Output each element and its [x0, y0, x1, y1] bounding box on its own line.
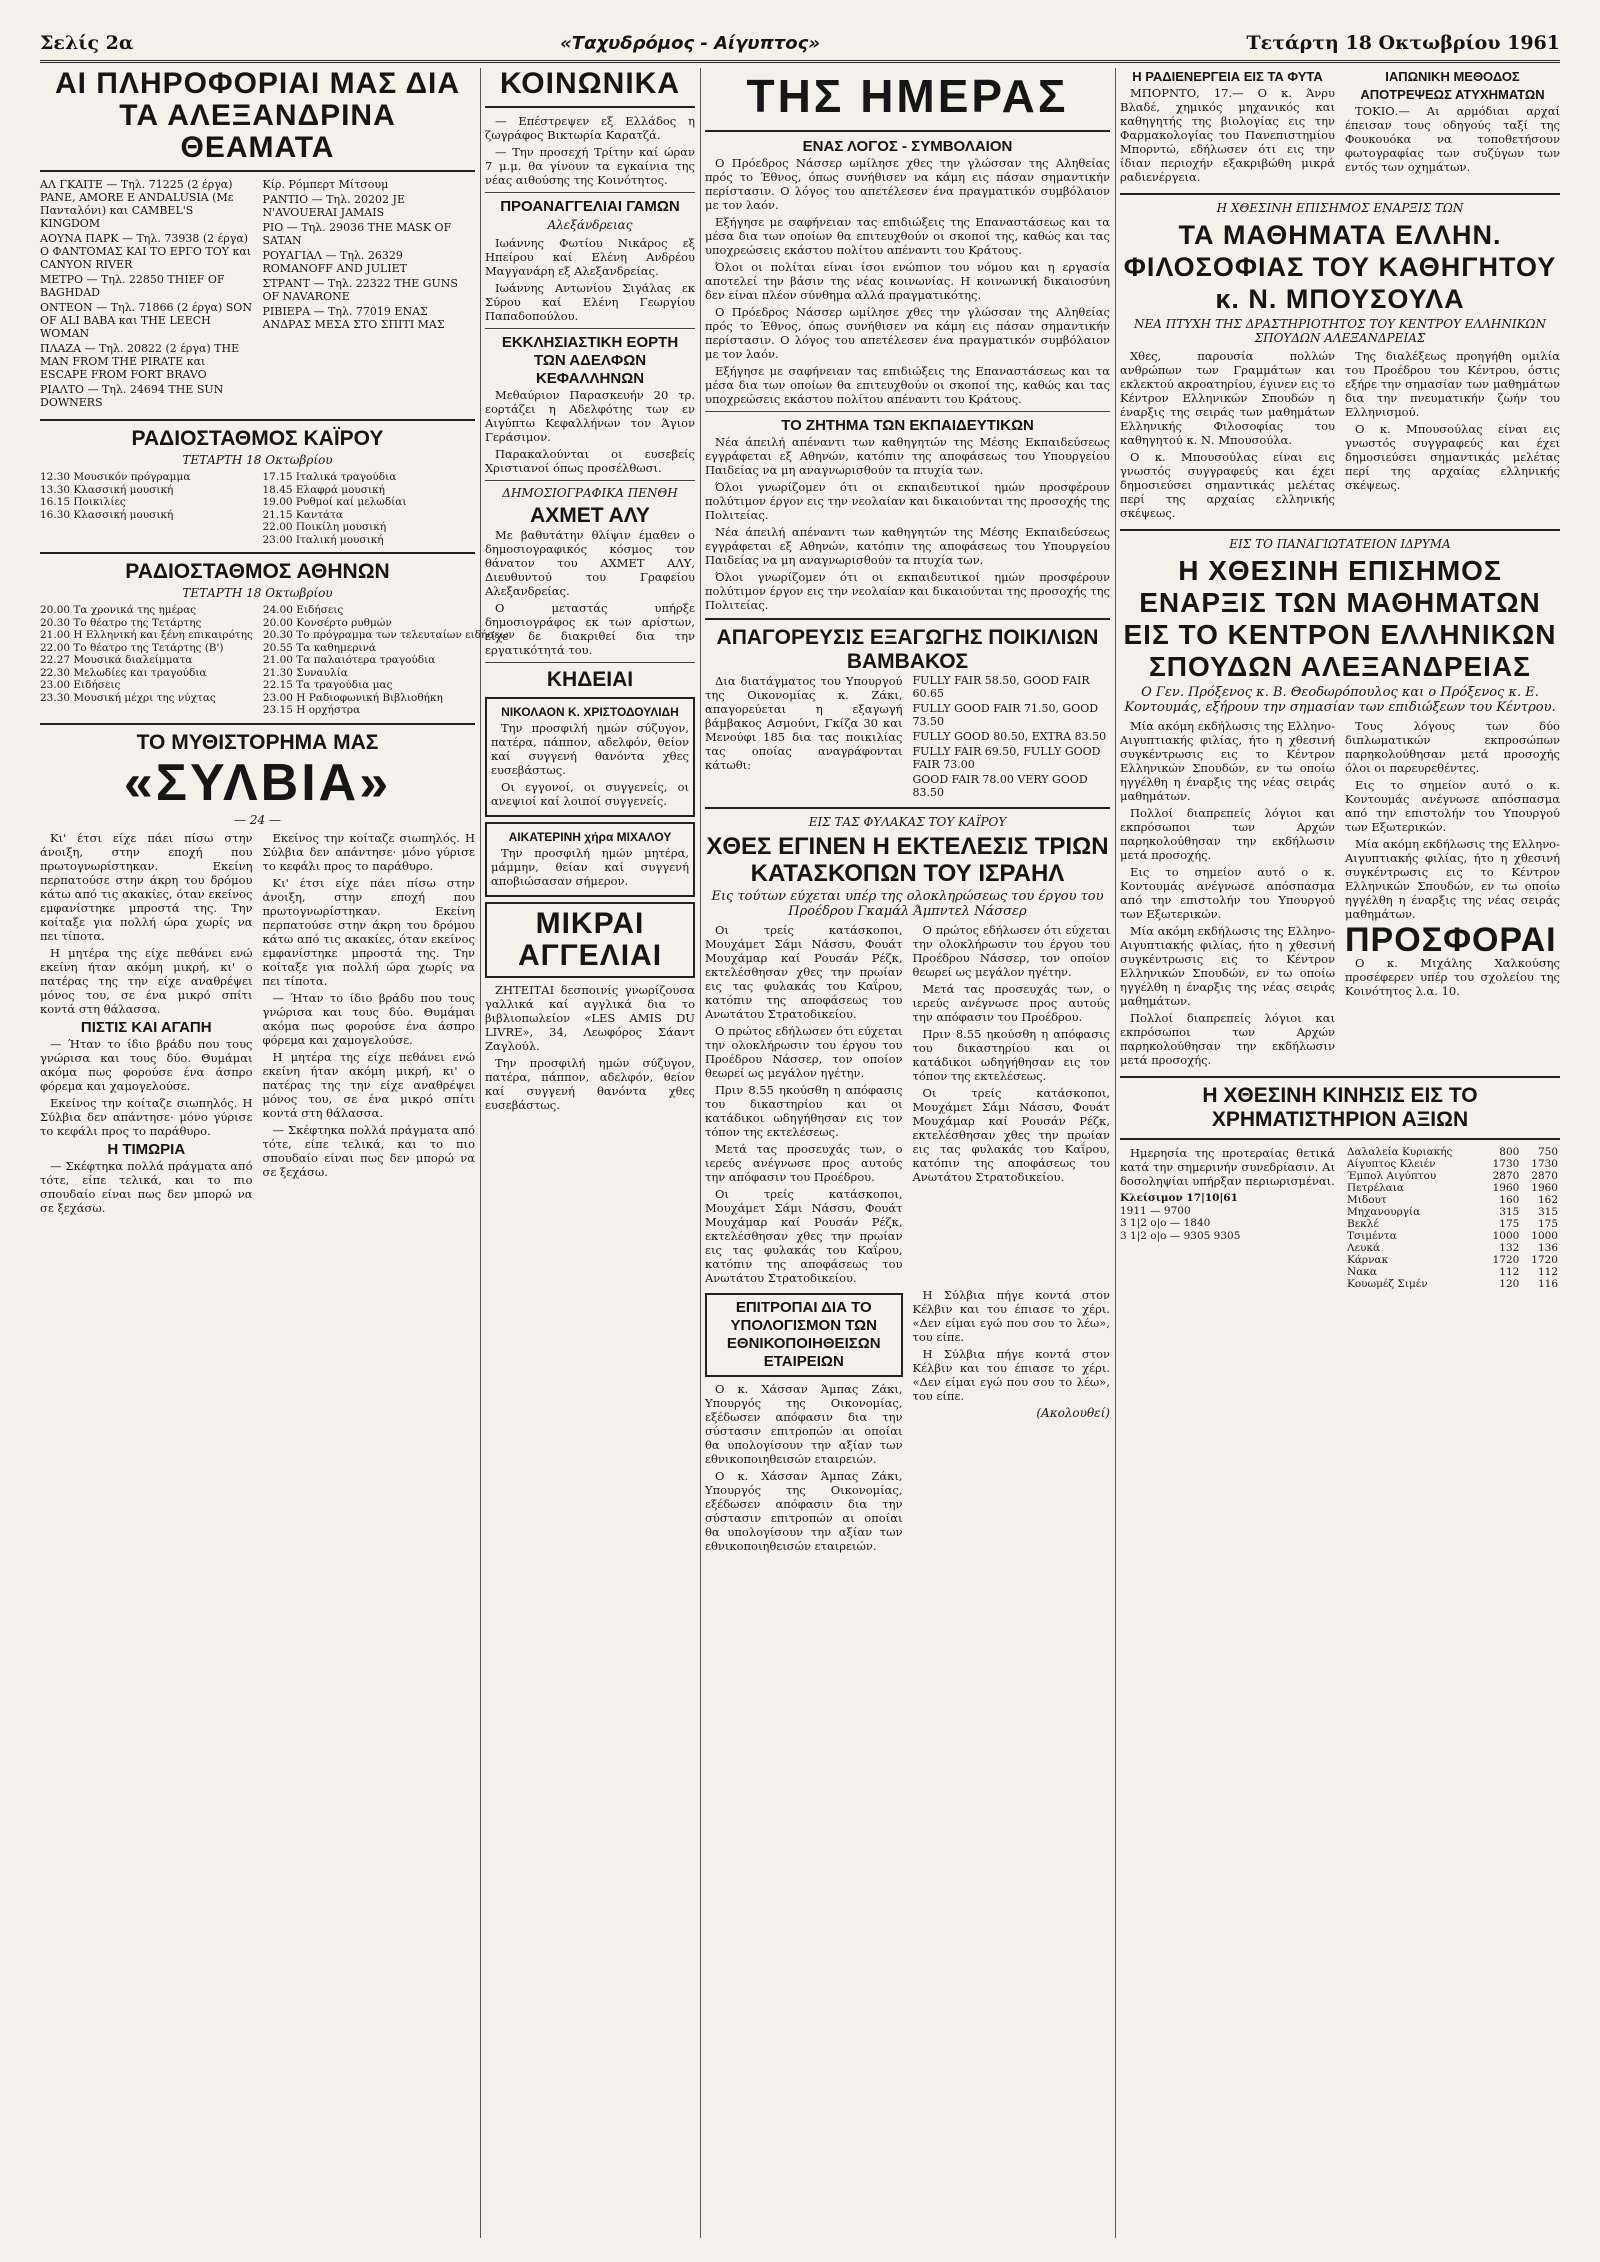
closing-block	[1120, 1192, 1335, 1242]
funeral-text: Την προσφιλή ημών μητέρα, μάμμην, θείαν καί συγγενή αποβιώσασαν σήμερον.	[491, 846, 689, 888]
institute-paragraph: Μία ακόμη εκδήλωσις της Ελληνο-Αιγυπτιακής φιλίας, ήτο η χθεσινή συγκέντρωσις εις το Κέντρον Ελληνικών Σπουδών, εν τω οποίω ηγγέλθη η έναρξις της νέας σειράς μαθημάτων.	[1120, 924, 1335, 1008]
novel-paragraph: Η μητέρα της είχε πεθάνει ενώ εκείνη ήταν ακόμη μικρή, κι' ο πατέρας της την είχε αναθρέψει μόνος του, σε ένα μικρό σπίτι κοντά στη θάλασσα.	[40, 945, 253, 1016]
stock-price: 1720	[1531, 1254, 1558, 1266]
stock-price: 1960	[1531, 1182, 1558, 1194]
execution-headline: ΧΘΕΣ ΕΓΙΝΕΝ Η ΕΚΤΕΛΕΣΙΣ ΤΡΙΩΝ ΚΑΤΑΣΚΟΠΩΝ ΤΟΥ ΙΣΡΑΗΛ	[706, 833, 1109, 887]
stock-price: 112	[1537, 1266, 1558, 1278]
divider	[40, 552, 475, 554]
stock-name: Μιδουτ	[1347, 1194, 1387, 1206]
institute-paragraph: Εις το σημείον αυτό ο κ. Κοντουμάς ανέγνωσε απόσπασμα από την επιστολήν του Υπουργού των Εξωτερικών.	[1120, 865, 1335, 921]
stock-price: 315	[1537, 1206, 1558, 1218]
editorial-paragraph: Όλοι οι πολίται είναι ίσοι ενώπιον του νόμου και η εργασία αποτελεί την βάσιν της νέας κοινωνίας. Η κοινωνική δικαιοσύνη δεν είναι πλέον σύνθημα αλλά πραγματικότης.	[705, 260, 1110, 302]
lower-articles	[705, 1288, 1110, 1556]
stock-name: Κουωμέζ Σιμέν	[1347, 1278, 1428, 1290]
novel-paragraph: — Σκέφτηκα πολλά πράγματα από τότε, είπε τελικά, και το πιο σπουδαίο είναι πως δεν μπορώ να σε ξεχάσω.	[40, 1158, 253, 1215]
divider	[485, 106, 695, 108]
stock-row	[1345, 1194, 1560, 1206]
offers-text: Ο κ. Μιχάλης Χαλκούσης προσέφερεν υπέρ του σχολείου της Κοινότητος λ.α. 10.	[1345, 956, 1560, 998]
editorial-paragraph: Εξήγησε με σαφήνειαν τας επιδιώξεις της Επαναστάσεως και τα μέσα δια των οποίων θα επιτευχθούν οι σκοποί της, καθώς και τας υποχρεώσεις εκάστου πολίτου απέναντι του Κράτους.	[705, 364, 1110, 406]
schedule-item: 22.00 Το θέατρο της Τετάρτης (Β')	[40, 641, 224, 654]
cinema-entry: ΡΙΟ — Τηλ. 29036 THE MASK OF SATAN	[262, 221, 452, 247]
novel-body	[40, 831, 475, 1218]
stock-price: 1000	[1492, 1230, 1520, 1242]
cinema-entry: ΟΝΤΕΟΝ — Τηλ. 71866 (2 έργα) SON OF ALI BABA και THE LEECH WOMAN	[40, 301, 252, 340]
schedule-item: 12.30 Μουσικόν πρόγραμμα	[40, 471, 191, 483]
short-news	[1120, 68, 1560, 187]
schedule-item: 22.00 Ποικίλη μουσική	[262, 521, 387, 533]
novel-paragraph: Εκείνος την κοίταζε σιωπηλός. Η Σύλβια δεν απάντησε· μόνο γύρισε το κεφάλι προς το παράθυρο.	[40, 1095, 253, 1138]
cotton-grade-row: GOOD FAIR 78.00 VERY GOOD 83.50	[912, 773, 1088, 799]
schedule-item: 21.00 Τα παλαιότερα τραγούδια	[262, 654, 436, 666]
church-feast-title: ΕΚΚΛΗΣΙΑΣΤΙΚΗ ΕΟΡΤΗ ΤΩΝ ΑΔΕΛΦΩΝ ΚΕΦΑΛΛΗΝΩΝ	[501, 334, 679, 387]
radio-athens-schedule	[40, 604, 515, 717]
stocks-table	[1345, 1146, 1560, 1290]
schedule-item: 23.00 Η Ραδιοφωνική Βιβλιοθήκη	[262, 691, 443, 704]
novel-paragraph: Η μητέρα της είχε πεθάνει ενώ εκείνη ήταν ακόμη μικρή, κι' ο πατέρας της την είχε αναθρέψει μόνος του, σε ένα μικρό σπίτι κοντά στη θάλασσα.	[262, 1049, 475, 1120]
institute-kicker: ΕΙΣ ΤΟ ΠΑΝΑΓΙΩΤΑΤΕΙΟΝ ΙΔΡΥΜΑ	[1229, 537, 1451, 551]
schedule-item: 16.15 Ποικιλίες	[40, 496, 126, 508]
stock-price: 120	[1499, 1278, 1520, 1290]
novel-paragraph: Εκείνος την κοίταζε σιωπηλός. Η Σύλβια δεν απάντησε· μόνο γύρισε το κεφάλι προς το παράθυρο.	[262, 830, 475, 873]
committee-box	[705, 1293, 903, 1377]
institute-paragraph: Τους λόγους των δύο διπλωματικών εκπροσώπων παρηκολούθησαν μετά προσοχής όλοι οι παρευρεθέντες.	[1345, 719, 1560, 775]
closing-row: 3 1|2 ο|ο — 1840	[1120, 1217, 1211, 1229]
stock-price: 160	[1499, 1194, 1520, 1206]
editorial-paragraph: Νέα άπειλή απέναντι των καθηγητών της Μέσης Εκπαιδεύσεως εγγράφεται εξ Αθηνών, κατόπιν της αποφάσεως του Υπουργείου Παιδείας να μη αναγνωρισθούν τα πτυχία των.	[705, 435, 1110, 477]
stock-row	[1345, 1242, 1560, 1254]
today-headline: ΤΗΣ ΗΜΕΡΑΣ	[746, 70, 1069, 122]
novel-continuation: Η Σύλβια πήγε κοντά στον Κέλβιν και του έπιασε το χέρι. «Δεν είμαι εγώ που σου το λέω», του είπε.	[912, 1347, 1110, 1403]
stock-name: Κάρνακ	[1347, 1254, 1389, 1266]
execution-paragraph: Ο πρώτος εδήλωσεν ότι εύχεται την ολοκλήρωσιν του έργου του Προέδρου Νάσσερ, τον οποίον θεωρεί ως μεγάλον ηγέτην.	[912, 923, 1110, 979]
stock-row	[1345, 1182, 1560, 1194]
obituary-text: Ο μεταστάς υπήρξε δημοσιογράφος εκ των αρίστων, είχε δε διακριθεί δια την εργατικότητά του.	[485, 601, 695, 657]
radio-athens-date: ΤΕΤΑΡΤΗ 18 Οκτωβρίου	[182, 586, 333, 600]
church-text: Παρακαλούνται οι ευσεβείς Χριστιανοί όπως προσέλθωσι.	[485, 447, 695, 475]
novel-continuation: Η Σύλβια πήγε κοντά στον Κέλβιν και του έπιασε το χέρι. «Δεν είμαι εγώ που σου το λέω», του είπε.	[912, 1288, 1110, 1344]
stock-price: 750	[1537, 1146, 1558, 1158]
funeral-notice	[485, 697, 695, 817]
execution-paragraph: Ο πρώτος εδήλωσεν ότι εύχεται την ολοκλήρωσιν του έργου του Προέδρου Νάσσερ, τον οποίον θεωρεί ως μεγάλον ηγέτην.	[705, 1024, 903, 1080]
stock-name: Νακα	[1347, 1266, 1377, 1278]
editorial-paragraph: Ο Πρόεδρος Νάσσερ ωμίλησε χθες την γλώσσαν της Αληθείας πρός το Έθνος, όπως συνήθισεν να κάμη εις πάσαν σημαντικήν περίστασιν. Ο λόγος του απετέλεσεν ένα πραγματικόν συμβόλαιον με τον λαόν.	[705, 305, 1110, 361]
stock-name: Λευκά	[1347, 1242, 1381, 1254]
schedule-item: 23.15 Η ορχήστρα	[262, 704, 361, 716]
newspaper-name: «Ταχυδρόμος - Αίγυπτος»	[560, 32, 820, 54]
schedule-item: 22.15 Τα τραγούδια μας	[262, 679, 393, 691]
stock-paragraph: Ημερησία της προτεραίας θετικά κατά την σημερινήν συνεδρίασιν. Αι δοσοληψίαι υπήρξαν περιωρισμέναι.	[1120, 1146, 1335, 1188]
divider	[40, 723, 475, 725]
engagement-item: Ιωάννης Αντωνίου Σιγάλας εκ Σύρου καί Ελένη Γεωργίου Παπαδοπούλου.	[485, 281, 695, 323]
institute-article	[1120, 719, 1560, 1070]
stock-price: 1730	[1531, 1158, 1558, 1170]
stock-name: Μηχανουργία	[1347, 1206, 1421, 1218]
stock-name: Δαλαλεία Κυριακής	[1347, 1146, 1453, 1158]
stock-name: Πετρέλαια	[1347, 1182, 1404, 1194]
divider	[705, 130, 1110, 132]
schedule-item: 23.00 Ειδήσεις	[40, 679, 121, 691]
institute-paragraph: Μία ακόμη εκδήλωσις της Ελληνο-Αιγυπτιακής φιλίας, ήτο η χθεσινή συγκέντρωσις εις το Κέντρον Ελληνικών Σπουδών, εν τω οποίω ηγγέλθη η έναρξις της νέας σειράς μαθημάτων.	[1345, 837, 1560, 921]
engagements-title: ΠΡΟΑΝΑΓΓΕΛΙΑΙ ΓΑΜΩΝ	[500, 198, 680, 215]
schedule-item: 16.30 Κλασσική μουσική	[40, 508, 174, 521]
stock-row	[1345, 1218, 1560, 1230]
execution-paragraph: Οι τρείς κατάσκοποι, Μουχάμετ Σάμι Νάσσυ, Φουάτ Μουχάμαρ καί Ρουσάν Ρέζκ, εκτελέσθησαν χθες την πρωίαν εις τας φυλακάς του Καΐρου, κατόπιν της αποφάσεως του Ανωτάτου Στρατοδικείου.	[912, 1086, 1110, 1184]
cinema-entry: ΡΑΝΤΙΟ — Τηλ. 20202 JE N'AVOUERAI JAMAIS	[262, 193, 405, 219]
schedule-item: 24.00 Ειδήσεις	[262, 604, 344, 616]
schedule-item: 22.30 Μελωδίες και τραγούδια	[40, 666, 207, 679]
cinema-entry: ΠΛΑΖΑ — Τηλ. 20822 (2 έργα) THE MAN FROM THE PIRATE και ESCAPE FROM FORT BRAVO	[40, 342, 240, 381]
stock-name: Τσιμέντα	[1347, 1230, 1397, 1242]
schedule-item: 22.27 Μουσικά διαλείμματα	[40, 654, 193, 666]
stock-row	[1345, 1170, 1560, 1182]
radio-cairo-schedule	[40, 471, 475, 546]
editorial-paragraph: Νέα άπειλή απέναντι των καθηγητών της Μέσης Εκπαιδεύσεως εγγράφεται εξ Αθηνών, κατόπιν της αποφάσεως του Υπουργείου Παιδείας να μη αναγνωρισθούν τα πτυχία των.	[705, 525, 1110, 567]
classified-ad: ΖΗΤΕΙΤΑΙ δεσποινίς γνωρίζουσα γαλλικά καί αγγλικά δια το βιβλιοπωλείον «LES AMIS DU LIVRE», 34, Λεωφόρος Σάαντ Ζαγλούλ.	[485, 983, 695, 1053]
masthead	[40, 26, 1560, 63]
stock-price: 1720	[1492, 1254, 1520, 1266]
execution-article	[705, 923, 1110, 1288]
stock-row	[1345, 1206, 1560, 1218]
schedule-item: 21.00 Η Ελληνική και ξένη επικαιρότης	[40, 629, 253, 641]
editorial-paragraph: Εξήγησε με σαφήνειαν τας επιδιώξεις της Επαναστάσεως και τα μέσα δια των οποίων θα επιτευχθούν οι σκοποί της, καθώς και τας υποχρεώσεις εκάστου πολίτου απέναντι του Κράτους.	[705, 215, 1110, 257]
church-text: Μεθαύριον Παρασκευήν 20 τρ. εορτάζει η Αδελφότης των εν Αιγύπτω Κεφαλλήνων τον Άγιον Γεράσιμον.	[485, 388, 695, 444]
closing-row: 1911 — 9700	[1120, 1204, 1191, 1217]
stock-name: Αίγυπτος Κλειέν	[1347, 1158, 1436, 1170]
schedule-item: 20.30 Το θέατρο της Τετάρτης	[40, 616, 202, 629]
divider	[705, 807, 1110, 809]
schedule-item: 17.15 Ιταλικά τραγούδια	[262, 471, 397, 483]
novel-part: — 24 —	[234, 812, 281, 827]
institute-subheadline: Ο Γεν. Πρόξενος κ. Β. Θεοδωρόπουλος και ο Πρόξενος κ. Ε. Κοντουμάς, εξήρουν την σημασίαν των επιδιώξεων του Κέντρου.	[1124, 685, 1556, 715]
schedule-item: 19.00 Ρυθμοί καί μελωδίαι	[262, 496, 407, 508]
cinema-entry: ΑΛ ΓΚΑΙΤΕ — Τηλ. 71225 (2 έργα) PANE, AMORE E ANDALUSIA (Με Πανταλόνι) και CAMBEL'S KINGDOM	[40, 178, 234, 230]
schedule-item: 23.00 Ιταλική μουσική	[262, 533, 384, 546]
lecture-subheadline: ΝΕΑ ΠΤΥΧΗ ΤΗΣ ΔΡΑΣΤΗΡΙΟΤΗΤΟΣ ΤΟΥ ΚΕΝΤΡΟΥ ΕΛΛΗΝΙΚΩΝ ΣΠΟΥΔΩΝ ΑΛΕΞΑΝΔΡΕΙΑΣ	[1133, 317, 1546, 345]
social-headline: ΚΟΙΝΩΝΙΚΑ	[499, 67, 680, 100]
closing-label: Κλείσιμον 17|10|61	[1120, 1192, 1238, 1204]
social-item: — Επέστρεψεν εξ Ελλάδος η ζωγράφος Βικτωρία Καρατζά.	[485, 114, 695, 142]
novel-paragraph: — Σκέφτηκα πολλά πράγματα από τότε, είπε τελικά, και το πιο σπουδαίο είναι πως δεν μπορώ να σε ξεχάσω.	[262, 1122, 475, 1179]
radioactivity-headline: Η ΡΑΔΙΕΝΕΡΓΕΙΑ ΕΙΣ ΤΑ ΦΥΤΑ	[1132, 69, 1323, 84]
execution-subheadline: Εις τούτων εύχεται υπέρ της ολοκληρώσεως του έργου του Προέδρου Γκαμάλ Άμπντελ Νάσσερ	[711, 889, 1104, 919]
execution-paragraph: Πριν 8.55 ηκούσθη η απόφασις του δικαστηρίου και οι κατάδικοι ωδηγήθησαν εις τον τόπον της εκτελέσεως.	[912, 1027, 1110, 1083]
column-3	[705, 68, 1110, 2238]
classifieds-box	[485, 902, 695, 978]
novel-paragraph: — Ήταν το ίδιο βράδυ που τους γνώρισα και τους δύο. Θυμάμαι ακόμα πως φορούσε ένα άσπρο φόρεμα και χαμογελούσε.	[40, 1036, 253, 1093]
schedule-item: 21.15 Καντάτα	[262, 508, 344, 521]
schedule-item: 23.30 Μουσική μέχρι της νύχτας	[40, 691, 216, 704]
editorial-paragraph: Ο Πρόεδρος Νάσσερ ωμίλησε χθες την γλώσσαν της Αληθείας πρός το Έθνος, όπως συνήθισεν να κάμη εις πάσαν σημαντικήν περίστασιν. Ο λόγος του απετέλεσεν ένα πραγματικόν συμβόλαιον με τον λαόν.	[705, 156, 1110, 212]
novel-paragraph: Κι' έτσι είχε πάει πίσω στην άνοιξη, στην εποχή που πρωτογνωρίστηκαν. Εκείνη περπατούσε στην άκρη του δρόμου κάτω από τις ακακίες, όταν εκείνος εμφανίστηκε μπροστά της. Την κοίταξε για πολλή ώρα χωρίς να πει τίποτα.	[262, 875, 475, 988]
schedule-item: 18.45 Ελαφρά μουσική	[262, 483, 385, 496]
stock-price: 800	[1499, 1146, 1520, 1158]
stock-price: 1960	[1492, 1182, 1520, 1194]
radio-cairo-date: ΤΕΤΑΡΤΗ 18 Οκτωβρίου	[182, 453, 333, 467]
institute-paragraph: Μία ακόμη εκδήλωσις της Ελληνο-Αιγυπτιακής φιλίας, ήτο η χθεσινή συγκέντρωσις εις το Κέντρον Ελληνικών Σπουδών, εν τω οποίω ηγγέλθη η έναρξις της νέας σειράς μαθημάτων.	[1120, 719, 1335, 803]
divider	[485, 662, 695, 663]
japan-headline: ΙΑΠΩΝΙΚΗ ΜΕΘΟΔΟΣ ΑΠΟΤΡΕΨΕΩΣ ΑΤΥΧΗΜΑΤΩΝ	[1360, 69, 1545, 102]
cinema-entry: ΜΕΤΡΟ — Τηλ. 22850 THIEF OF BAGHDAD	[40, 273, 225, 299]
funeral-text: Οι εγγονοί, οι συγγενείς, οι ανεψιοί καί λοιποί συγγενείς.	[491, 780, 689, 808]
stock-price: 162	[1537, 1194, 1558, 1206]
novel-header: ΤΟ ΜΥΘΙΣΤΟΡΗΜΑ ΜΑΣ	[136, 730, 379, 754]
closing-row: 3 1|2 ο|ο — 9305 9305	[1120, 1229, 1241, 1242]
schedule-item: 13.30 Κλασσική μουσική	[40, 483, 174, 496]
cinema-entry: ΡΙΒΙΕΡΑ — Τηλ. 77019 ΕΝΑΣ ΑΝΔΡΑΣ ΜΕΣΑ ΣΤΟ ΣΠΙΤΙ ΜΑΣ	[262, 305, 445, 331]
divider	[1120, 193, 1560, 195]
schedule-item: 20.00 Κονσέρτο ρυθμών	[262, 616, 392, 629]
divider	[485, 328, 695, 329]
column-1	[40, 67, 515, 2238]
cotton-grade-row: FULLY FAIR 69.50, FULLY GOOD FAIR 73.00	[912, 745, 1101, 771]
lecture-paragraph: Ο κ. Μπουσούλας είναι εις γνωστός συγγραφεύς και έχει δημοσιεύσει σημαντικάς μελέτας περί της αρχαίας ελληνικής σκέψεως.	[1345, 422, 1560, 492]
novel-subheading: ΠΙΣΤΙΣ ΚΑΙ ΑΓΑΠΗ	[80, 1018, 212, 1036]
classifieds-title: ΜΙΚΡΑΙ ΑΓΓΕΛΙΑΙ	[517, 907, 663, 972]
divider	[485, 480, 695, 481]
obituary-name: ΑΧΜΕΤ ΑΛΥ	[530, 504, 650, 527]
offers-headline: ΠΡΟΣΦΟΡΑΙ	[1345, 921, 1557, 959]
editorial-paragraph: Όλοι γνωρίζομεν ότι οι εκπαιδευτικοί ημών προσφέρουν πολύτιμον έργον εις την νεολαίαν και δικαιούνται της προσοχής της Πολιτείας.	[705, 570, 1110, 612]
cinema-entry: ΡΙΑΛΤΟ — Τηλ. 24694 THE SUN DOWNERS	[40, 383, 224, 409]
japan-text: ΤΟΚΙΟ.— Αι αρμόδιαι αρχαί έπεισαν τους οδηγούς ταξί της Φουκουόκα να τοποθετήσουν φωτογραφίας των συζύγων των εντός των οχημάτων.	[1345, 104, 1560, 174]
obituary-section: ΔΗΜΟΣΙΟΓΡΑΦΙΚΑ ΠΕΝΘΗ	[502, 486, 678, 500]
lecture-headline: ΤΑ ΜΑΘΗΜΑΤΑ ΕΛΛΗΝ. ΦΙΛΟΣΟΦΙΑΣ ΤΟΥ ΚΑΘΗΓΗΤΟΥ κ. Ν. ΜΠΟΥΣΟΥΛΑ	[1123, 220, 1557, 314]
cinema-entry: ΡΟΥΑΓΙΑΛ — Τηλ. 26329 ROMANOFF AND JULIET	[262, 249, 407, 275]
radio-athens-title: ΡΑΔΙΟΣΤΑΘΜΟΣ ΑΘΗΝΩΝ	[125, 560, 390, 583]
stock-price: 2870	[1531, 1170, 1558, 1182]
divider	[705, 411, 1110, 412]
schedule-item: 20.55 Τα καθημερινά	[262, 641, 377, 654]
stock-price: 2870	[1492, 1170, 1520, 1182]
cinema-entry: Κίρ. Ρόμπερτ Μίτσουμ	[262, 178, 389, 191]
radio-cairo-title: ΡΑΔΙΟΣΤΑΘΜΟΣ ΚΑΪΡΟΥ	[131, 427, 384, 450]
schedule-item: 21.30 Συναυλία	[262, 666, 348, 679]
stock-price: 175	[1499, 1218, 1520, 1230]
column-rule	[700, 68, 701, 2238]
engagement-item: Ιωάννης Φωτίου Νικάρος εξ Ηπείρου καί Ελένη Ανδρέου Μαγγανάρη εξ Αλεξανδρείας.	[485, 236, 695, 278]
execution-paragraph: Πριν 8.55 ηκούσθη η απόφασις του δικαστηρίου και οι κατάδικοι ωδηγήθησαν εις τον τόπον της εκτελέσεως.	[705, 1083, 903, 1139]
stock-exchange-article	[1120, 1146, 1560, 1290]
cotton-headline: ΑΠΑΓΟΡΕΥΣΙΣ ΕΞΑΓΩΓΗΣ ΠΟΙΚΙΛΙΩΝ ΒΑΜΒΑΚΟΣ	[716, 626, 1099, 673]
cotton-article	[705, 674, 1110, 801]
obituary-text: Με βαθυτάτην θλίψιν έμαθεν ο δημοσιογραφικός κόσμος τον θάνατον του ΑΧΜΕΤ ΑΛΥ, Διευθυντού του Γραφείου Αλεξανδρείας.	[485, 528, 695, 598]
novel-paragraph: — Ήταν το ίδιο βράδυ που τους γνώρισα και τους δύο. Θυμάμαι ακόμα πως φορούσε ένα άσπρο φόρεμα και χαμογελούσε.	[262, 990, 475, 1047]
funerals-title: ΚΗΔΕΙΑΙ	[546, 668, 634, 691]
novel-title: «ΣΥΛΒΙΑ»	[123, 753, 392, 812]
divider	[485, 192, 695, 193]
editorial-subheading: ΤΟ ΖΗΤΗΜΑ ΤΩΝ ΕΚΠΑΙΔΕΥΤΙΚΩΝ	[781, 417, 1034, 434]
continued-note: (Ακολουθεί)	[1036, 1406, 1110, 1420]
cinema-entry: ΣΤΡΑΝΤ — Τηλ. 22322 THE GUNS OF NAVARONE	[262, 277, 458, 303]
novel-paragraph: Κι' έτσι είχε πάει πίσω στην άνοιξη, στην εποχή που πρωτογνωρίστηκαν. Εκείνη περπατούσε στην άκρη του δρόμου κάτω από τις ακακίες, όταν εκείνος εμφανίστηκε μπροστά της. Την κοίταξε για πολλή ώρα χωρίς να πει τίποτα.	[40, 830, 253, 943]
column-rule	[480, 68, 481, 2238]
stock-row	[1345, 1278, 1560, 1290]
editorial-paragraph: Όλοι γνωρίζομεν ότι οι εκπαιδευτικοί ημών προσφέρουν πολύτιμον έργον εις την νεολαίαν και δικαιούνται της προσοχής της Πολιτείας.	[705, 480, 1110, 522]
stock-price: 112	[1499, 1266, 1520, 1278]
funeral-notice	[485, 822, 695, 897]
lecture-kicker: Η ΧΘΕΣΙΝΗ ΕΠΙΣΗΜΟΣ ΕΝΑΡΞΙΣ ΤΩΝ	[1216, 201, 1464, 215]
stock-price: 1730	[1492, 1158, 1520, 1170]
cinema-listings	[40, 178, 475, 413]
stock-name: Βεκλέ	[1347, 1218, 1379, 1230]
stock-price: 315	[1499, 1206, 1520, 1218]
column-4	[1120, 68, 1560, 2238]
stock-row	[1345, 1254, 1560, 1266]
cotton-grade-row: FULLY GOOD 80.50, EXTRA 83.50	[912, 730, 1107, 743]
cinema-list-right	[263, 178, 476, 411]
stock-row	[1345, 1230, 1560, 1242]
institute-paragraph: Πολλοί διαπρεπείς λόγιοι και εκπρόσωποι των Αρχών παρηκολούθησαν την εκδήλωσιν μετά προσοχής.	[1120, 1011, 1335, 1067]
execution-kicker: ΕΙΣ ΤΑΣ ΦΥΛΑΚΑΣ ΤΟΥ ΚΑΪΡΟΥ	[808, 815, 1007, 829]
execution-paragraph: Μετά τας προσευχάς των, ο ιερεύς ανέγνωσε προς αυτούς την απόφασιν του Προέδρου.	[705, 1142, 903, 1184]
stock-price: 175	[1537, 1218, 1558, 1230]
social-item: — Την προσεχή Τρίτην καί ώραν 7 μ.μ. θα γίνουν τα εγκαίνια της νέας αιθούσης της Κοινότητος.	[485, 145, 695, 187]
stock-row	[1345, 1158, 1560, 1170]
funeral-text: Την προσφιλή ημών σύζυγον, πατέρα, πάππον, αδελφόν, θείον καί συγγενή θανόντα χθες ευσεβάστως.	[491, 721, 689, 777]
stock-price: 116	[1537, 1278, 1558, 1290]
classified-ad: Την προσφιλή ημών σύζυγον, πατέρα, πάππον, αδελφόν, θείον καί συγγενή θανόντα χθες ευσεβάστως.	[485, 1056, 695, 1112]
engagements-city: Αλεξάνδρειας	[547, 218, 633, 232]
cinema-headline: ΑΙ ΠΛΗΡΟΦΟΡΙΑΙ ΜΑΣ ΔΙΑ ΤΑ ΑΛΕΞΑΝΔΡΙΝΑ ΘΕΑΜΑΤΑ	[54, 67, 461, 164]
divider	[1120, 529, 1560, 531]
cinema-entry: ΑΟΥΝΑ ΠΑΡΚ — Τηλ. 73938 (2 έργα) Ο ΦΑΝΤΟΜΑΣ ΚΑΙ ΤΟ ΕΡΓΟ ΤΟΥ και CANYON RIVER	[40, 232, 252, 271]
execution-paragraph: Οι τρείς κατάσκοποι, Μουχάμετ Σάμι Νάσσυ, Φουάτ Μουχάμαρ καί Ρουσάν Ρέζκ, εκτελέσθησαν χθες την πρωίαν εις τας φυλακάς του Καΐρου, κατόπιν της αποφάσεως του Ανωτάτου Στρατοδικείου.	[705, 923, 903, 1021]
divider	[1120, 1076, 1560, 1078]
committee-headline: ΕΠΙΤΡΟΠΑΙ ΔΙΑ ΤΟ ΥΠΟΛΟΓΙΣΜΟΝ ΤΩΝ ΕΘΝΙΚΟΠΟΙΗΘΕΙΣΩΝ ΕΤΑΙΡΕΙΩΝ	[726, 1299, 881, 1370]
schedule-item: 20.30 Το πρόγραμμα των τελευταίων ειδήσεων	[262, 629, 515, 641]
column-rule	[1115, 68, 1116, 2238]
lecture-article	[1120, 349, 1560, 523]
execution-paragraph: Οι τρείς κατάσκοποι, Μουχάμετ Σάμι Νάσσυ, Φουάτ Μουχάμαρ καί Ρουσάν Ρέζκ, εκτελέσθησαν χθες την πρωίαν εις τας φυλακάς του Καΐρου, κατόπιν της αποφάσεως του Ανωτάτου Στρατοδικείου.	[705, 1187, 903, 1285]
stock-name: Έμπολ Αιγύπτου	[1347, 1170, 1437, 1182]
novel-subheading: Η ΤΙΜΩΡΙΑ	[107, 1140, 186, 1158]
cotton-text: Δια διατάγματος του Υπουργού της Οικονομίας κ. Ζάκι, απαγορεύεται η εξαγωγή βάμβακος Ασμούνι, Γκίζα 30 και Μενούφι 185 δια τας ποικιλίας τας οποίας αναγράφονται κάτωθι:	[705, 674, 903, 772]
funeral-name: ΑΙΚΑΤΕΡΙΝΗ χήρα ΜΙΧΑΛΟΥ	[508, 830, 672, 844]
institute-paragraph: Πολλοί διαπρεπείς λόγιοι και εκπρόσωποι των Αρχών παρηκολούθησαν την εκδήλωσιν μετά προσοχής.	[1120, 806, 1335, 862]
issue-date: Τετάρτη 18 Οκτωβρίου 1961	[1246, 32, 1560, 54]
radioactivity-text: ΜΠΟΡΝΤΟ, 17.— Ο κ. Άνρυ Βλαδέ, χημικός μηχανικός και καθηγητής της βιολογίας εις την Φαρμακολογίας του Πανεπιστημίου Μπορντώ, εδήλωσεν ότι εις την ίδιαν περιοχήν εξακριβώθη μικρά ραδιενέργεια.	[1120, 86, 1335, 184]
funeral-name: ΝΙΚΟΛΑΟΝ Κ. ΧΡΙΣΤΟΔΟΥΛΙΔΗ	[501, 705, 679, 719]
divider	[40, 419, 475, 421]
divider	[1120, 1138, 1560, 1140]
divider	[40, 170, 475, 172]
schedule-item: 20.00 Τα χρονικά της ημέρας	[40, 604, 197, 616]
stock-exchange-headline: Η ΧΘΕΣΙΝΗ ΚΙΝΗΣΙΣ ΕΙΣ ΤΟ ΧΡΗΜΑΤΙΣΤΗΡΙΟΝ ΑΞΙΩΝ	[1202, 1084, 1478, 1131]
cinema-list-left	[40, 178, 253, 411]
committee-paragraph: Ο κ. Χάσσαν Άμπας Ζάκι, Υπουργός της Οικονομίας, εξέδωσεν απόφασιν δια την σύστασιν επιτροπών αι οποίαι θα υπολογίσουν την αξίαν των εθνικοποιηθεισών εταιρειών.	[705, 1382, 903, 1466]
stock-price: 132	[1499, 1242, 1520, 1254]
divider	[705, 618, 1110, 620]
stock-row	[1345, 1146, 1560, 1158]
editorial-subheading: ΕΝΑΣ ΛΟΓΟΣ - ΣΥΜΒΟΛΑΙΟΝ	[802, 138, 1013, 155]
column-2	[485, 68, 695, 2238]
cotton-grade-row: FULLY FAIR 58.50, GOOD FAIR 60.65	[912, 674, 1090, 700]
stock-price: 1000	[1531, 1230, 1558, 1242]
committee-paragraph: Ο κ. Χάσσαν Άμπας Ζάκι, Υπουργός της Οικονομίας, εξέδωσεν απόφασιν δια την σύστασιν επιτροπών αι οποίαι θα υπολογίσουν την αξίαν των εθνικοποιηθεισών εταιρειών.	[705, 1469, 903, 1553]
lecture-paragraph: Της διαλέξεως προηγήθη ομιλία του Προέδρου του Κέντρου, όστις εξήρε την σημασίαν των μαθημάτων δια την πνευματικήν ζωήν του Ελληνισμού.	[1345, 349, 1560, 419]
cotton-grade-row: FULLY GOOD FAIR 71.50, GOOD 73.50	[912, 702, 1099, 728]
execution-paragraph: Μετά τας προσευχάς των, ο ιερεύς ανέγνωσε προς αυτούς την απόφασιν του Προέδρου.	[912, 982, 1110, 1024]
stock-price: 136	[1537, 1242, 1558, 1254]
page-number: Σελίς 2α	[40, 32, 134, 54]
lecture-paragraph: Χθες, παρουσία πολλών ανθρώπων των Γραμμάτων και εκλεκτού ακροατηρίου, έγινεν εις το Κέντρον Ελληνικών Σπουδών η έναρξις της σειράς των μαθημάτων Ελληνικής Φιλοσοφίας του καθηγητού κ. Ν. Μπουσούλα.	[1120, 349, 1335, 447]
institute-headline: Η ΧΘΕΣΙΝΗ ΕΠΙΣΗΜΟΣ ΕΝΑΡΞΙΣ ΤΩΝ ΜΑΘΗΜΑΤΩΝ ΕΙΣ ΤΟ ΚΕΝΤΡΟΝ ΕΛΛΗΝΙΚΩΝ ΣΠΟΥΔΩΝ ΑΛΕΞΑΝΔΡΕΙΑΣ	[1123, 555, 1557, 682]
institute-paragraph: Εις το σημείον αυτό ο κ. Κοντουμάς ανέγνωσε απόσπασμα από την επιστολήν του Υπουργού των Εξωτερικών.	[1345, 778, 1560, 834]
cotton-grades	[913, 674, 1111, 801]
stock-row	[1345, 1266, 1560, 1278]
lecture-paragraph: Ο κ. Μπουσούλας είναι εις γνωστός συγγραφεύς και έχει δημοσιεύσει σημαντικάς μελέτας περί της αρχαίας ελληνικής σκέψεως.	[1120, 450, 1335, 520]
